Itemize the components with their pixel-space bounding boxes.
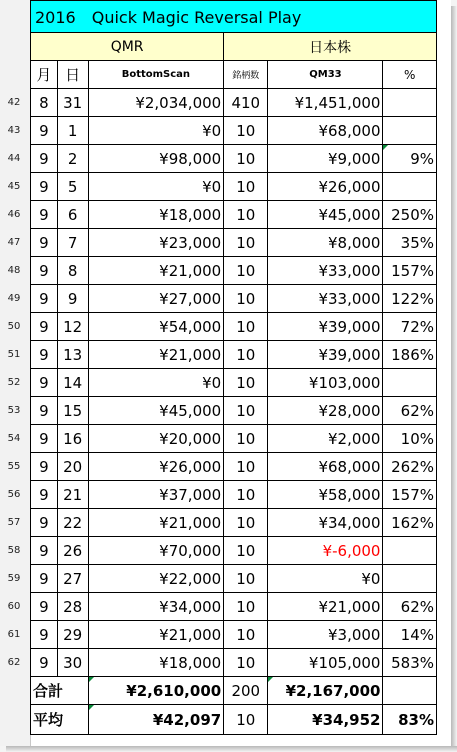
pct-header[interactable]: % <box>383 61 437 89</box>
data-rows <box>31 89 437 677</box>
bottomscan-cell[interactable]: ¥27,000 <box>88 285 224 313</box>
qm33-cell[interactable]: ¥33,000 <box>268 285 383 313</box>
total-bottomscan[interactable]: ¥2,610,000 <box>88 677 224 705</box>
average-bottomscan[interactable]: ¥42,097 <box>88 705 224 735</box>
table-row <box>31 201 437 229</box>
row-number[interactable]: 53 <box>7 405 21 416</box>
month-cell[interactable]: 9 <box>31 285 58 313</box>
count-cell[interactable]: 10 <box>224 593 268 621</box>
pct-cell[interactable] <box>383 173 437 201</box>
row-number[interactable]: 60 <box>7 601 21 612</box>
table-row <box>31 425 437 453</box>
qm33-cell[interactable]: ¥68,000 <box>268 453 383 481</box>
count-cell[interactable]: 10 <box>224 313 268 341</box>
page-shadow-bottom <box>6 746 457 752</box>
month-cell[interactable]: 9 <box>31 341 58 369</box>
bottomscan-cell[interactable]: ¥54,000 <box>88 313 224 341</box>
page-shadow-right <box>451 6 457 752</box>
month-cell[interactable]: 9 <box>31 201 58 229</box>
count-cell[interactable]: 10 <box>224 285 268 313</box>
average-count[interactable]: 10 <box>224 705 268 735</box>
day-cell[interactable]: 30 <box>57 649 88 677</box>
qm33-cell[interactable]: ¥26,000 <box>268 173 383 201</box>
nihonkabu-header[interactable]: 日本株 <box>224 33 437 61</box>
pct-cell[interactable]: 250% <box>383 201 437 229</box>
count-cell[interactable]: 10 <box>224 537 268 565</box>
day-cell[interactable]: 12 <box>57 313 88 341</box>
pct-cell[interactable]: 72% <box>383 313 437 341</box>
qm33-cell[interactable]: ¥39,000 <box>268 341 383 369</box>
count-cell[interactable]: 10 <box>224 565 268 593</box>
count-cell[interactable]: 10 <box>224 481 268 509</box>
average-pct[interactable]: 83% <box>383 705 437 735</box>
table-row <box>31 369 437 397</box>
day-cell[interactable]: 27 <box>57 565 88 593</box>
pct-cell[interactable]: 14% <box>383 621 437 649</box>
row-number[interactable]: 52 <box>7 377 21 388</box>
bottomscan-cell[interactable]: ¥21,000 <box>88 621 224 649</box>
table-row <box>31 481 437 509</box>
pct-cell[interactable]: 157% <box>383 481 437 509</box>
bottomscan-cell[interactable]: ¥21,000 <box>88 341 224 369</box>
row-number[interactable]: 56 <box>7 489 21 500</box>
qm33-cell[interactable]: ¥3,000 <box>268 621 383 649</box>
month-cell[interactable]: 9 <box>31 453 58 481</box>
total-count[interactable]: 200 <box>224 677 268 705</box>
table-row <box>31 173 437 201</box>
day-cell[interactable]: 21 <box>57 481 88 509</box>
qm33-cell[interactable]: ¥58,000 <box>268 481 383 509</box>
day-cell[interactable]: 8 <box>57 257 88 285</box>
bottomscan-cell[interactable]: ¥0 <box>88 117 224 145</box>
bottomscan-cell[interactable]: ¥21,000 <box>88 257 224 285</box>
row-number[interactable]: 43 <box>7 125 21 136</box>
table-row <box>31 229 437 257</box>
bottomscan-cell[interactable]: ¥22,000 <box>88 565 224 593</box>
day-cell[interactable]: 31 <box>57 89 88 117</box>
qm33-cell[interactable]: ¥103,000 <box>268 369 383 397</box>
count-cell[interactable]: 10 <box>224 369 268 397</box>
count-cell[interactable]: 10 <box>224 201 268 229</box>
count-header[interactable]: 銘柄数 <box>224 61 268 89</box>
total-pct[interactable] <box>383 677 437 705</box>
count-cell[interactable]: 10 <box>224 341 268 369</box>
day-cell[interactable]: 15 <box>57 397 88 425</box>
count-cell[interactable]: 10 <box>224 649 268 677</box>
pct-cell[interactable]: 35% <box>383 229 437 257</box>
month-cell[interactable]: 9 <box>31 481 58 509</box>
table-row <box>31 313 437 341</box>
qm33-cell[interactable]: ¥33,000 <box>268 257 383 285</box>
qm33-cell[interactable]: ¥9,000 <box>268 145 383 173</box>
day-cell[interactable]: 5 <box>57 173 88 201</box>
bottomscan-cell[interactable]: ¥26,000 <box>88 453 224 481</box>
row-number[interactable]: 49 <box>7 293 21 304</box>
month-cell[interactable]: 9 <box>31 229 58 257</box>
count-cell[interactable]: 10 <box>224 173 268 201</box>
month-cell[interactable]: 9 <box>31 649 58 677</box>
pct-cell[interactable] <box>383 537 437 565</box>
bottomscan-cell[interactable]: ¥21,000 <box>88 509 224 537</box>
table-row <box>31 145 437 173</box>
average-row <box>31 705 437 735</box>
total-label[interactable]: 合計 <box>31 677 89 705</box>
row-number[interactable]: 44 <box>7 153 21 164</box>
qm33-cell[interactable]: ¥34,000 <box>268 509 383 537</box>
count-cell[interactable]: 410 <box>224 89 268 117</box>
pct-cell[interactable]: 62% <box>383 397 437 425</box>
bottomscan-cell[interactable]: ¥20,000 <box>88 425 224 453</box>
total-row <box>31 677 437 705</box>
title-row <box>31 1 437 33</box>
pct-cell[interactable]: 62% <box>383 593 437 621</box>
qm33-cell[interactable]: ¥39,000 <box>268 313 383 341</box>
table-row <box>31 117 437 145</box>
month-cell[interactable]: 9 <box>31 369 58 397</box>
day-cell[interactable]: 1 <box>57 117 88 145</box>
day-cell[interactable]: 28 <box>57 593 88 621</box>
bottomscan-cell[interactable]: ¥45,000 <box>88 397 224 425</box>
pct-cell[interactable]: 10% <box>383 425 437 453</box>
day-cell[interactable]: 6 <box>57 201 88 229</box>
qm33-cell[interactable]: ¥105,000 <box>268 649 383 677</box>
row-number[interactable]: 61 <box>7 629 21 640</box>
qm33-cell[interactable]: ¥28,000 <box>268 397 383 425</box>
qm33-cell[interactable]: ¥8,000 <box>268 229 383 257</box>
row-number[interactable]: 62 <box>7 657 21 668</box>
day-cell[interactable]: 16 <box>57 425 88 453</box>
pct-cell[interactable]: 262% <box>383 453 437 481</box>
table-row <box>31 593 437 621</box>
day-cell[interactable]: 9 <box>57 285 88 313</box>
column-header-row <box>31 61 437 89</box>
pct-cell[interactable] <box>383 369 437 397</box>
bottomscan-cell[interactable]: ¥0 <box>88 369 224 397</box>
pct-cell[interactable]: 186% <box>383 341 437 369</box>
group-header-row <box>31 33 437 61</box>
bottomscan-cell[interactable]: ¥23,000 <box>88 229 224 257</box>
table-row <box>31 509 437 537</box>
pct-cell[interactable] <box>383 117 437 145</box>
qm33-cell[interactable]: ¥68,000 <box>268 117 383 145</box>
row-number[interactable]: 51 <box>7 349 21 360</box>
bottomscan-cell[interactable]: ¥70,000 <box>88 537 224 565</box>
table-row <box>31 453 437 481</box>
qm33-cell[interactable]: ¥2,000 <box>268 425 383 453</box>
table-row <box>31 89 437 117</box>
month-cell[interactable]: 9 <box>31 117 58 145</box>
month-cell[interactable]: 9 <box>31 425 58 453</box>
count-cell[interactable]: 10 <box>224 425 268 453</box>
table-row <box>31 397 437 425</box>
month-cell[interactable]: 9 <box>31 509 58 537</box>
day-cell[interactable]: 7 <box>57 229 88 257</box>
row-number[interactable]: 55 <box>7 461 21 472</box>
day-cell[interactable]: 13 <box>57 341 88 369</box>
table-row <box>31 649 437 677</box>
qm33-cell[interactable]: ¥45,000 <box>268 201 383 229</box>
count-cell[interactable]: 10 <box>224 145 268 173</box>
month-cell[interactable]: 9 <box>31 397 58 425</box>
pct-cell[interactable] <box>383 565 437 593</box>
count-cell[interactable]: 10 <box>224 257 268 285</box>
count-cell[interactable]: 10 <box>224 509 268 537</box>
month-cell[interactable]: 9 <box>31 593 58 621</box>
row-number[interactable]: 47 <box>7 237 21 248</box>
qmr-header[interactable]: QMR <box>31 33 224 61</box>
month-cell[interactable]: 9 <box>31 173 58 201</box>
day-cell[interactable]: 20 <box>57 453 88 481</box>
row-number[interactable]: 46 <box>7 209 21 220</box>
pct-cell[interactable]: 9% <box>383 145 437 173</box>
table-row <box>31 257 437 285</box>
results-table <box>30 0 437 735</box>
day-cell[interactable]: 22 <box>57 509 88 537</box>
bottomscan-cell[interactable]: ¥37,000 <box>88 481 224 509</box>
pct-cell[interactable]: 583% <box>383 649 437 677</box>
day-header[interactable]: 日 <box>57 61 88 89</box>
day-cell[interactable]: 14 <box>57 369 88 397</box>
pct-cell[interactable]: 162% <box>383 509 437 537</box>
table-row <box>31 341 437 369</box>
average-qm33[interactable]: ¥34,952 <box>268 705 383 735</box>
month-cell[interactable]: 9 <box>31 537 58 565</box>
month-cell[interactable]: 9 <box>31 257 58 285</box>
qm33-cell[interactable]: ¥1,451,000 <box>268 89 383 117</box>
bottomscan-cell[interactable]: ¥98,000 <box>88 145 224 173</box>
day-cell[interactable]: 26 <box>57 537 88 565</box>
qm33-cell[interactable]: ¥0 <box>268 565 383 593</box>
month-cell[interactable]: 9 <box>31 313 58 341</box>
qm33-header[interactable]: QM33 <box>268 61 383 89</box>
bottomscan-cell[interactable]: ¥34,000 <box>88 593 224 621</box>
row-number[interactable]: 57 <box>7 517 21 528</box>
row-number[interactable]: 58 <box>7 545 21 556</box>
row-number[interactable]: 45 <box>7 181 21 192</box>
bottomscan-cell[interactable]: ¥18,000 <box>88 649 224 677</box>
month-cell[interactable]: 9 <box>31 145 58 173</box>
table-row <box>31 285 437 313</box>
row-number[interactable]: 48 <box>7 265 21 276</box>
day-cell[interactable]: 2 <box>57 145 88 173</box>
pct-cell[interactable]: 122% <box>383 285 437 313</box>
table-row <box>31 621 437 649</box>
table-row <box>31 565 437 593</box>
count-cell[interactable]: 10 <box>224 117 268 145</box>
month-cell[interactable]: 8 <box>31 89 58 117</box>
row-number[interactable]: 42 <box>7 97 21 108</box>
bottomscan-cell[interactable]: ¥0 <box>88 173 224 201</box>
month-cell[interactable]: 9 <box>31 621 58 649</box>
row-number[interactable]: 54 <box>7 433 21 444</box>
sheet-title[interactable]: 2016 Quick Magic Reversal Play <box>31 1 437 33</box>
bottomscan-header[interactable]: BottomScan <box>88 61 224 89</box>
bottomscan-cell[interactable]: ¥2,034,000 <box>88 89 224 117</box>
total-qm33[interactable]: ¥2,167,000 <box>268 677 383 705</box>
count-cell[interactable]: 10 <box>224 229 268 257</box>
month-header[interactable]: 月 <box>31 61 58 89</box>
row-number[interactable]: 50 <box>7 321 21 332</box>
day-cell[interactable]: 29 <box>57 621 88 649</box>
bottomscan-cell[interactable]: ¥18,000 <box>88 201 224 229</box>
count-cell[interactable]: 10 <box>224 621 268 649</box>
pct-cell[interactable] <box>383 89 437 117</box>
pct-cell[interactable]: 157% <box>383 257 437 285</box>
count-cell[interactable]: 10 <box>224 397 268 425</box>
qm33-cell[interactable]: ¥21,000 <box>268 593 383 621</box>
qm33-cell[interactable]: ¥-6,000 <box>268 537 383 565</box>
table-row <box>31 537 437 565</box>
row-number[interactable]: 59 <box>7 573 21 584</box>
average-label[interactable]: 平均 <box>31 705 89 735</box>
month-cell[interactable]: 9 <box>31 565 58 593</box>
count-cell[interactable]: 10 <box>224 453 268 481</box>
